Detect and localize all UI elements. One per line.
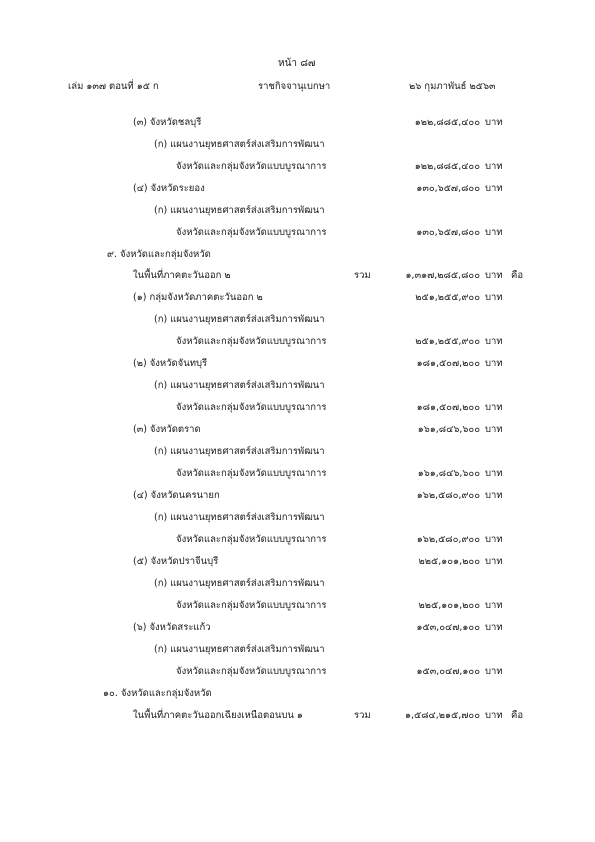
- plan-item: (ก) แผนงานยุทธศาสตร์ส่งเสริมการพัฒนา: [154, 314, 325, 325]
- amount: ๑๖๑,๘๔๖,๖๐๐: [417, 468, 480, 479]
- unit: บาท: [485, 358, 503, 369]
- plan-item-continuation: จังหวัดและกลุ่มจังหวัดแบบบูรณาการ: [176, 336, 327, 347]
- province-item: (๓) จังหวัดตราด: [133, 424, 201, 435]
- suffix: คือ: [511, 270, 524, 281]
- province-group-item: (๑) กลุ่มจังหวัดภาคตะวันออก ๒: [133, 292, 263, 303]
- volume-issue: เล่ม ๑๓๗ ตอนที่ ๑๕ ก: [68, 81, 159, 92]
- unit: บาท: [485, 402, 503, 413]
- amount: ๑๓๐,๖๕๗,๘๐๐: [416, 227, 480, 238]
- amount: ๑๒๒,๘๘๕,๔๐๐: [414, 161, 480, 172]
- total-amount: ๑,๓๑๗,๒๘๕,๘๐๐: [405, 270, 480, 281]
- section-heading-continuation: ในพื้นที่ภาคตะวันออก ๒: [133, 270, 231, 281]
- plan-item: (ก) แผนงานยุทธศาสตร์ส่งเสริมการพัฒนา: [154, 205, 325, 216]
- unit: บาท: [485, 183, 503, 194]
- amount: ๒๕๑,๒๕๕,๙๐๐: [415, 336, 480, 347]
- amount: ๒๒๕,๑๐๑,๒๐๐: [418, 600, 480, 611]
- unit: บาท: [485, 270, 503, 281]
- total-amount: ๑,๕๘๔,๒๑๕,๗๐๐: [404, 710, 480, 721]
- amount: ๑๖๑,๘๔๖,๖๐๐: [417, 424, 480, 435]
- plan-item-continuation: จังหวัดและกลุ่มจังหวัดแบบบูรณาการ: [176, 161, 327, 172]
- unit: บาท: [485, 534, 503, 545]
- section-heading-continuation: ในพื้นที่ภาคตะวันออกเฉียงเหนือตอนบน ๑: [133, 710, 303, 721]
- province-item: (๕) จังหวัดปราจีนบุรี: [133, 556, 219, 567]
- amount: ๑๘๑,๕๐๗,๒๐๐: [416, 358, 480, 369]
- amount: ๑๕๓,๐๔๗,๑๐๐: [416, 666, 480, 677]
- unit: บาท: [485, 336, 503, 347]
- unit: บาท: [485, 468, 503, 479]
- plan-item: (ก) แผนงานยุทธศาสตร์ส่งเสริมการพัฒนา: [154, 380, 325, 391]
- plan-item-continuation: จังหวัดและกลุ่มจังหวัดแบบบูรณาการ: [176, 468, 327, 479]
- amount: ๑๖๒,๕๘๐,๙๐๐: [416, 490, 480, 501]
- unit: บาท: [485, 292, 503, 303]
- unit: บาท: [485, 710, 503, 721]
- unit: บาท: [485, 622, 503, 633]
- unit: บาท: [485, 490, 503, 501]
- amount: ๑๒๒,๘๘๕,๔๐๐: [414, 117, 480, 128]
- amount: ๑๓๐,๖๕๗,๘๐๐: [416, 183, 480, 194]
- province-item: (๔) จังหวัดระยอง: [133, 183, 205, 194]
- unit: บาท: [485, 161, 503, 172]
- page-number: หน้า ๘๗: [278, 58, 316, 69]
- plan-item-continuation: จังหวัดและกลุ่มจังหวัดแบบบูรณาการ: [176, 666, 327, 677]
- amount: ๒๕๑,๒๕๕,๙๐๐: [415, 292, 480, 303]
- amount: ๑๕๓,๐๔๗,๑๐๐: [416, 622, 480, 633]
- unit: บาท: [485, 227, 503, 238]
- publication-date: ๒๖ กุมภาพันธ์ ๒๕๖๓: [409, 81, 496, 92]
- province-item: (๖) จังหวัดสระแก้ว: [133, 622, 211, 633]
- province-item: (๒) จังหวัดจันทบุรี: [133, 358, 208, 369]
- plan-item: (ก) แผนงานยุทธศาสตร์ส่งเสริมการพัฒนา: [154, 512, 325, 523]
- plan-item: (ก) แผนงานยุทธศาสตร์ส่งเสริมการพัฒนา: [154, 139, 325, 150]
- plan-item-continuation: จังหวัดและกลุ่มจังหวัดแบบบูรณาการ: [176, 227, 327, 238]
- section-heading: ๑๐. จังหวัดและกลุ่มจังหวัด: [103, 688, 212, 699]
- unit: บาท: [485, 556, 503, 567]
- unit: บาท: [485, 424, 503, 435]
- plan-item-continuation: จังหวัดและกลุ่มจังหวัดแบบบูรณาการ: [176, 402, 327, 413]
- province-item: (๓) จังหวัดชลบุรี: [133, 117, 202, 128]
- plan-item: (ก) แผนงานยุทธศาสตร์ส่งเสริมการพัฒนา: [154, 644, 325, 655]
- publication-title: ราชกิจจานุเบกษา: [258, 81, 331, 92]
- plan-item: (ก) แผนงานยุทธศาสตร์ส่งเสริมการพัฒนา: [154, 446, 325, 457]
- amount: ๑๘๑,๕๐๗,๒๐๐: [416, 402, 480, 413]
- plan-item-continuation: จังหวัดและกลุ่มจังหวัดแบบบูรณาการ: [176, 600, 327, 611]
- unit: บาท: [485, 117, 503, 128]
- province-item: (๔) จังหวัดนครนายก: [133, 490, 220, 501]
- total-label: รวม: [354, 270, 371, 281]
- plan-item-continuation: จังหวัดและกลุ่มจังหวัดแบบบูรณาการ: [176, 534, 327, 545]
- amount: ๒๒๕,๑๐๑,๒๐๐: [418, 556, 480, 567]
- total-label: รวม: [354, 710, 371, 721]
- section-heading: ๙. จังหวัดและกลุ่มจังหวัด: [107, 249, 211, 260]
- unit: บาท: [485, 600, 503, 611]
- suffix: คือ: [511, 710, 524, 721]
- plan-item: (ก) แผนงานยุทธศาสตร์ส่งเสริมการพัฒนา: [154, 578, 325, 589]
- amount: ๑๖๒,๕๘๐,๙๐๐: [416, 534, 480, 545]
- unit: บาท: [485, 666, 503, 677]
